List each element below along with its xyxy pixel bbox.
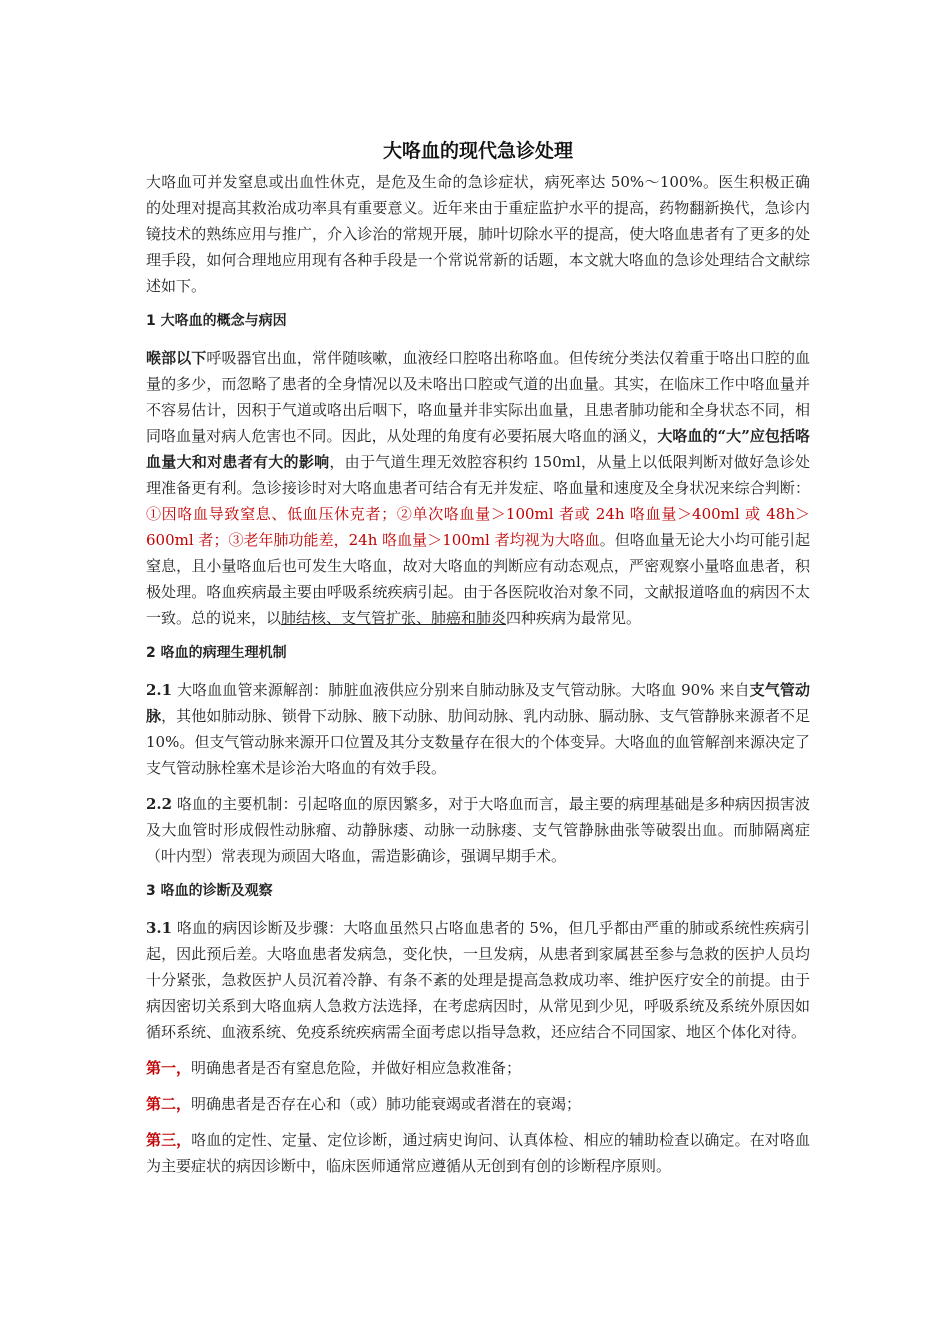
- step-second-label: 第二，: [146, 1095, 192, 1113]
- s1-common-diseases: 肺结核、支气管扩张、肺癌和肺炎: [281, 609, 507, 627]
- s1-bold-definition: 大咯血的“大”应包括咯血量大和对患者有大的影响: [146, 427, 810, 471]
- step-second-text: 明确患者是否存在心和（或）肺功能衰竭或者潜在的衰竭；: [191, 1095, 582, 1113]
- document-page: [146, 136, 810, 1189]
- s1-red-criteria-quantities: ＞100ml 者或 24h 咯血量＞400ml 或 48h＞600ml 者；③老年肺功能差，24h 咯血量＞100ml 者均视为大咯血: [146, 505, 810, 549]
- s3-1-number: 3.1: [146, 919, 173, 937]
- section-2-heading: 2 咯血的病理生理机制: [146, 645, 287, 661]
- s1-lead-bold: 喉部以下: [146, 349, 207, 367]
- s2-2-text: 咯血的主要机制：引起咯血的原因繁多，对于大咯血而言，最主要的病理基础是多种病因损害波及大血管时形成假性动脉瘤、动静脉瘘、动脉一动脉瘘、支气管静脉曲张等破裂出血。而肺隔离症（叶内型）常表现为顽固大咯血，需造影确诊，强调早期手术。: [146, 795, 810, 865]
- s3-1-text: 咯血的病因诊断及步骤：大咯血虽然只占咯血患者的 5%，但几乎都由严重的肺或系统性疾病引起，因此预后差。大咯血患者发病急，变化快，一旦发病，从患者到家属甚至参与急救的医护人员均十分紧张，急救医护人员沉着冷静、有条不紊的处理是提高急救成功率、维护医疗安全的前提。由于病因密切关系到大咯血病人急救方法选择，在考虑病因时，从常见到少见，呼吸系统及系统外原因如循环系统、血液系统、免疫系统疾病需全面考虑以指导急救，还应结合不同国家、地区个体化对待。: [146, 919, 810, 1041]
- step-first-label: 第一，: [146, 1059, 192, 1077]
- section-1-heading: 1 大咯血的概念与病因: [146, 313, 287, 329]
- step-third: [146, 1127, 810, 1179]
- s2-1-text-a: 大咯血血管来源解剖：肺脏血液供应分别来自肺动脉及支气管动脉。大咯血 90% 来自: [172, 681, 750, 699]
- step-third-label: 第三，: [146, 1131, 192, 1149]
- intro-paragraph: 大咯血可并发窒息或出血性休克，是危及生命的急诊症状，病死率达 50%～100%。医生积极正确的处理对提高其救治成功率具有重要意义。近年来由于重症监护水平的提高，药物翻新换代，急诊内镜技术的熟练应用与推广，介入诊治的常规开展，肺叶切除水平的提高，使大咯血患者有了更多的处理手段，如何合理地应用现有各种手段是一个常说常新的话题，本文就大咯血的急诊处理结合文献综述如下。: [146, 173, 810, 295]
- s2-1-number: 2.1: [146, 681, 173, 699]
- s1-text-4: 四种疾病为最常见。: [506, 609, 642, 627]
- document-title: 大咯血的现代急诊处理: [382, 140, 573, 162]
- step-first: [146, 1055, 810, 1081]
- s2-1-bold: 支气管动脉: [146, 681, 810, 725]
- s1-red-criteria: ①因咯血导致窒息、低血压休克者；②单次咯血量: [146, 505, 491, 523]
- section-3-1-paragraph: [146, 915, 810, 1045]
- s1-text-1: 呼吸器官出血，常伴随咳嗽，血液经口腔咯出称咯血。但传统分类法仅着重于咯出口腔的血量的多少，而忽略了患者的全身情况以及未咯出口腔或气道的出血量。其实，在临床工作中咯血量并不容易估计，因积于气道或咯出后咽下，咯血量并非实际出血量，且患者肺功能和全身状态不同，相同咯血量对病人危害也不同。因此，从处理的角度有必要拓展大咯血的涵义，: [146, 349, 810, 445]
- section-1-paragraph: [146, 345, 810, 631]
- step-second: [146, 1091, 810, 1117]
- s2-2-number: 2.2: [146, 795, 173, 813]
- section-2-2-paragraph: [146, 791, 810, 869]
- step-first-text: 明确患者是否有窒息危险，并做好相应急救准备；: [191, 1059, 522, 1077]
- s2-1-text-b: ，其他如肺动脉、锁骨下动脉、腋下动脉、肋间动脉、乳内动脉、膈动脉、支气管静脉来源者不足 10%。但支气管动脉来源开口位置及其分支数量存在很大的个体变异。大咯血的血管解剖来源决定了支气管动脉栓塞术是诊治大咯血的有效手段。: [146, 707, 810, 777]
- s1-text-3: 。但咯血量无论大小均可能引起窒息，且小量咯血后也可发生大咯血，故对大咯血的判断应有动态观点，严密观察小量咯血患者，积极处理。咯血疾病最主要由呼吸系统疾病引起。由于各医院收治对象不同，文献报道咯血的病因不太一致。总的说来，以: [146, 531, 810, 627]
- section-2-1-paragraph: [146, 677, 810, 781]
- section-3-heading: 3 咯血的诊断及观察: [146, 883, 273, 899]
- step-third-text: 咯血的定性、定量、定位诊断，通过病史询问、认真体检、相应的辅助检查以确定。在对咯血为主要症状的病因诊断中，临床医师通常应遵循从无创到有创的诊断程序原则。: [146, 1131, 810, 1175]
- s1-text-2: ，由于气道生理无效腔容积约 150ml，从量上以低限判断对做好急诊处理准备更有利。急诊接诊时对大咯血患者可结合有无并发症、咯血量和速度及全身状况来综合判断：: [146, 453, 810, 497]
